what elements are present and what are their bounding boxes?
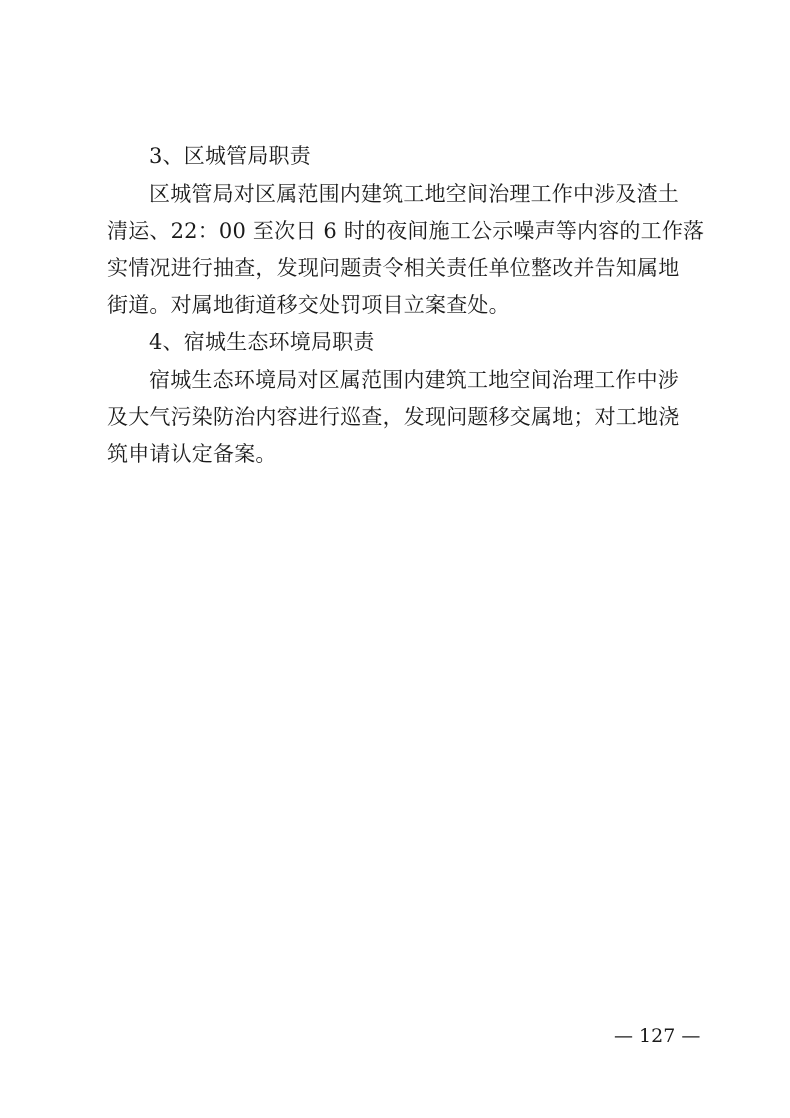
section-4-heading: 4、宿城生态环境局职责 [149, 330, 375, 354]
section-3-paragraph-line-1: 区城管局对区属范围内建筑工地空间治理工作中涉及渣土 [149, 182, 679, 206]
section-3-paragraph-line-4: 街道。对属地街道移交处罚项目立案查处。 [107, 293, 510, 317]
page-number: — 127 — [614, 1025, 701, 1047]
section-3-heading: 3、区城管局职责 [149, 144, 311, 168]
section-4-paragraph-line-3: 筑申请认定备案。 [107, 442, 277, 466]
section-4-paragraph-line-1: 宿城生态环境局对区属范围内建筑工地空间治理工作中涉 [149, 368, 679, 392]
section-4-paragraph-line-2: 及大气污染防治内容进行巡查，发现问题移交属地；对工地浇 [107, 405, 680, 429]
section-3-paragraph-line-3: 实情况进行抽查，发现问题责令相关责任单位整改并告知属地 [107, 256, 680, 280]
section-3-paragraph-line-2: 清运、22：00 至次日 6 时的夜间施工公示噪声等内容的工作落 [107, 219, 705, 243]
